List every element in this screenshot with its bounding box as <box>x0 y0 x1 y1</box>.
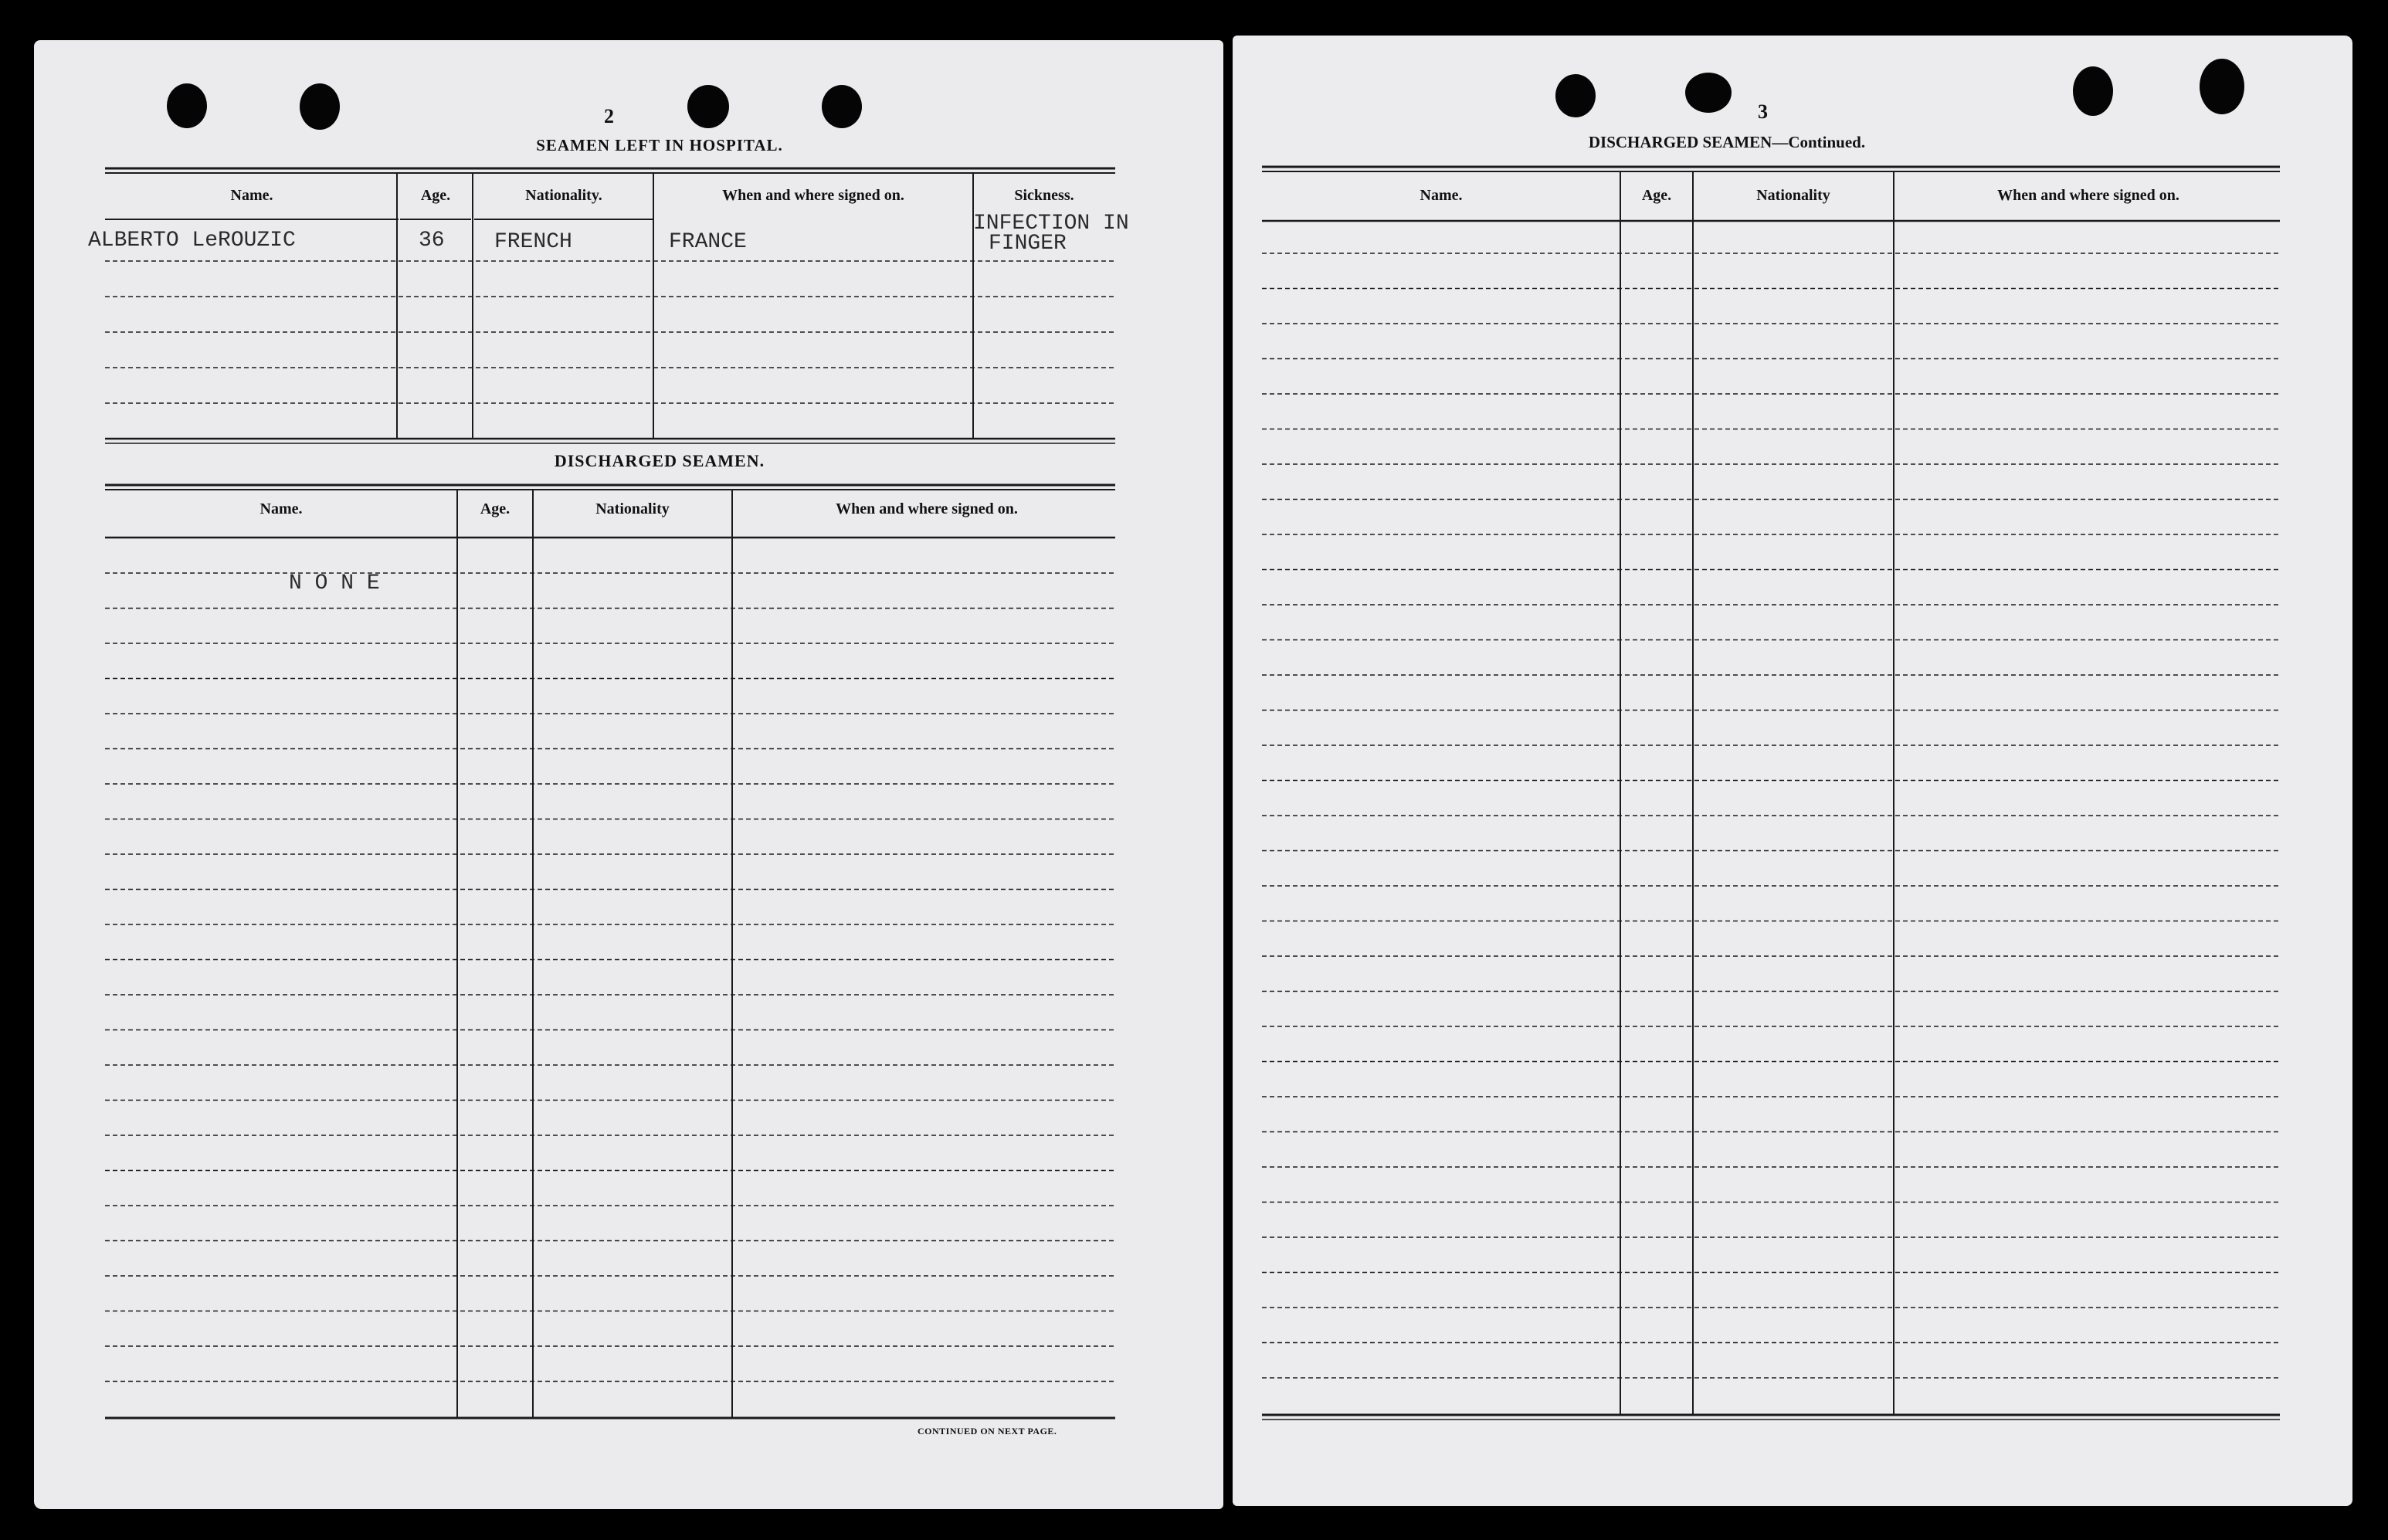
column-header-signed-on: When and where signed on. <box>722 187 904 204</box>
column-header-age: Age. <box>1641 187 1672 204</box>
column-header-age: Age. <box>420 187 451 204</box>
punch-hole <box>2073 66 2113 116</box>
entry-nationality: FRENCH <box>494 230 572 254</box>
punch-hole <box>1555 74 1596 117</box>
entry-signed-on: FRANCE <box>669 230 747 254</box>
column-header-nationality: Nationality <box>595 500 670 517</box>
entry-age: 36 <box>419 229 445 253</box>
punch-hole <box>167 83 207 128</box>
column-header-name: Name. <box>1420 187 1463 204</box>
column-header-signed-on: When and where signed on. <box>1997 187 2179 204</box>
punch-hole <box>822 85 862 128</box>
column-header-nationality: Nationality <box>1756 187 1830 204</box>
punch-hole <box>1685 73 1732 113</box>
page-number: 2 <box>604 105 614 127</box>
right-page <box>1233 36 2352 1506</box>
left-page-rules <box>34 40 1223 1509</box>
left-page <box>34 40 1223 1509</box>
entry-name: ALBERTO LeROUZIC <box>88 229 296 253</box>
column-header-signed-on: When and where signed on. <box>836 500 1018 517</box>
right-page-rules <box>1233 36 2352 1506</box>
entry-sickness-line2: FINGER <box>989 232 1067 256</box>
punch-hole <box>687 85 729 128</box>
column-header-age: Age. <box>480 500 511 517</box>
column-header-name: Name. <box>230 187 273 204</box>
continued-note: CONTINUED ON NEXT PAGE. <box>918 1426 1057 1437</box>
punch-hole <box>2200 59 2244 114</box>
page-number: 3 <box>1758 100 1768 123</box>
entry-none: N O N E <box>289 572 380 595</box>
section-title-hospital: SEAMEN LEFT IN HOSPITAL. <box>536 136 783 154</box>
column-header-name: Name. <box>259 500 303 517</box>
entry-sickness-line1: INFECTION IN <box>973 212 1129 236</box>
section-title-discharged: DISCHARGED SEAMEN. <box>554 451 765 470</box>
column-header-sickness: Sickness. <box>1014 187 1074 204</box>
column-header-nationality: Nationality. <box>525 187 602 204</box>
section-title-discharged-continued: DISCHARGED SEAMEN—Continued. <box>1588 133 1866 151</box>
punch-hole <box>300 83 340 130</box>
